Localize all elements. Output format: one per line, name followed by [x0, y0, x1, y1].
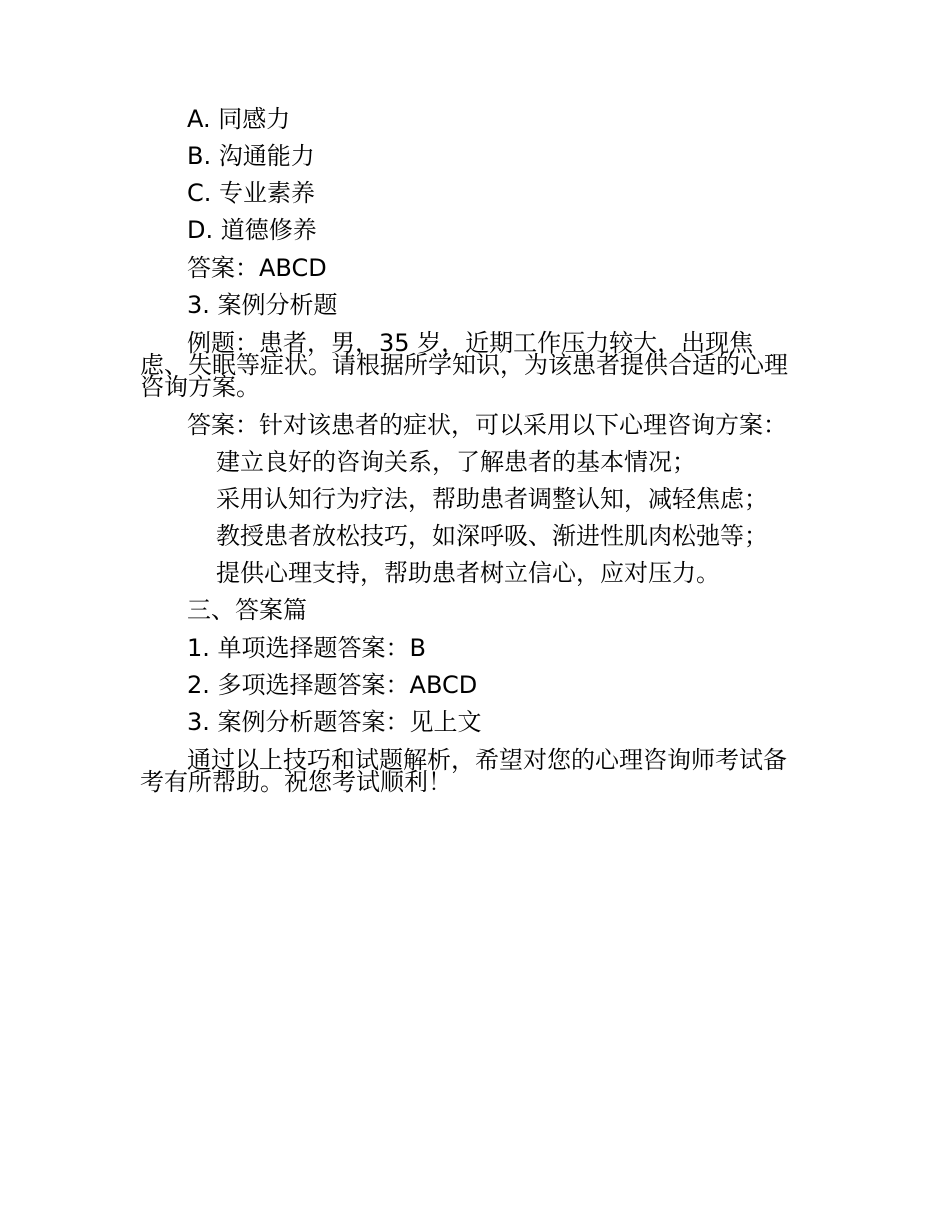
multiple-choice-answer: 答案：ABCD — [187, 254, 327, 282]
answer-item: 1. 单项选择题答案：B — [187, 634, 426, 662]
closing-line-1: 通过以上技巧和试题解析，希望对您的心理咨询师考试备 — [187, 746, 787, 774]
case-question-line-1: 例题：患者，男，35 岁，近期工作压力较大，出现焦 — [187, 329, 754, 357]
closing-line-2: 考有所帮助。祝您考试顺利！ — [140, 768, 452, 796]
case-answer-step: 教授患者放松技巧，如深呼吸、渐进性肌肉松弛等； — [216, 522, 768, 550]
option-c: C. 专业素养 — [187, 179, 316, 207]
option-a: A. 同感力 — [187, 105, 291, 133]
case-analysis-heading: 3. 案例分析题 — [187, 291, 338, 319]
answers-section-heading: 三、答案篇 — [187, 596, 307, 624]
answer-item: 2. 多项选择题答案：ABCD — [187, 671, 478, 699]
case-question-line-2: 虑、失眠等症状。请根据所学知识，为该患者提供合适的心理 — [140, 351, 788, 379]
case-answer-step: 提供心理支持，帮助患者树立信心，应对压力。 — [216, 559, 720, 587]
case-question-line-3: 咨询方案。 — [140, 373, 260, 401]
option-d: D. 道德修养 — [187, 216, 317, 244]
case-answer-intro: 答案：针对该患者的症状，可以采用以下心理咨询方案： — [187, 411, 787, 439]
case-answer-step: 采用认知行为疗法，帮助患者调整认知，减轻焦虑； — [216, 485, 768, 513]
answer-item: 3. 案例分析题答案：见上文 — [187, 708, 482, 736]
case-answer-step: 建立良好的咨询关系，了解患者的基本情况； — [216, 448, 696, 476]
option-b: B. 沟通能力 — [187, 142, 315, 170]
